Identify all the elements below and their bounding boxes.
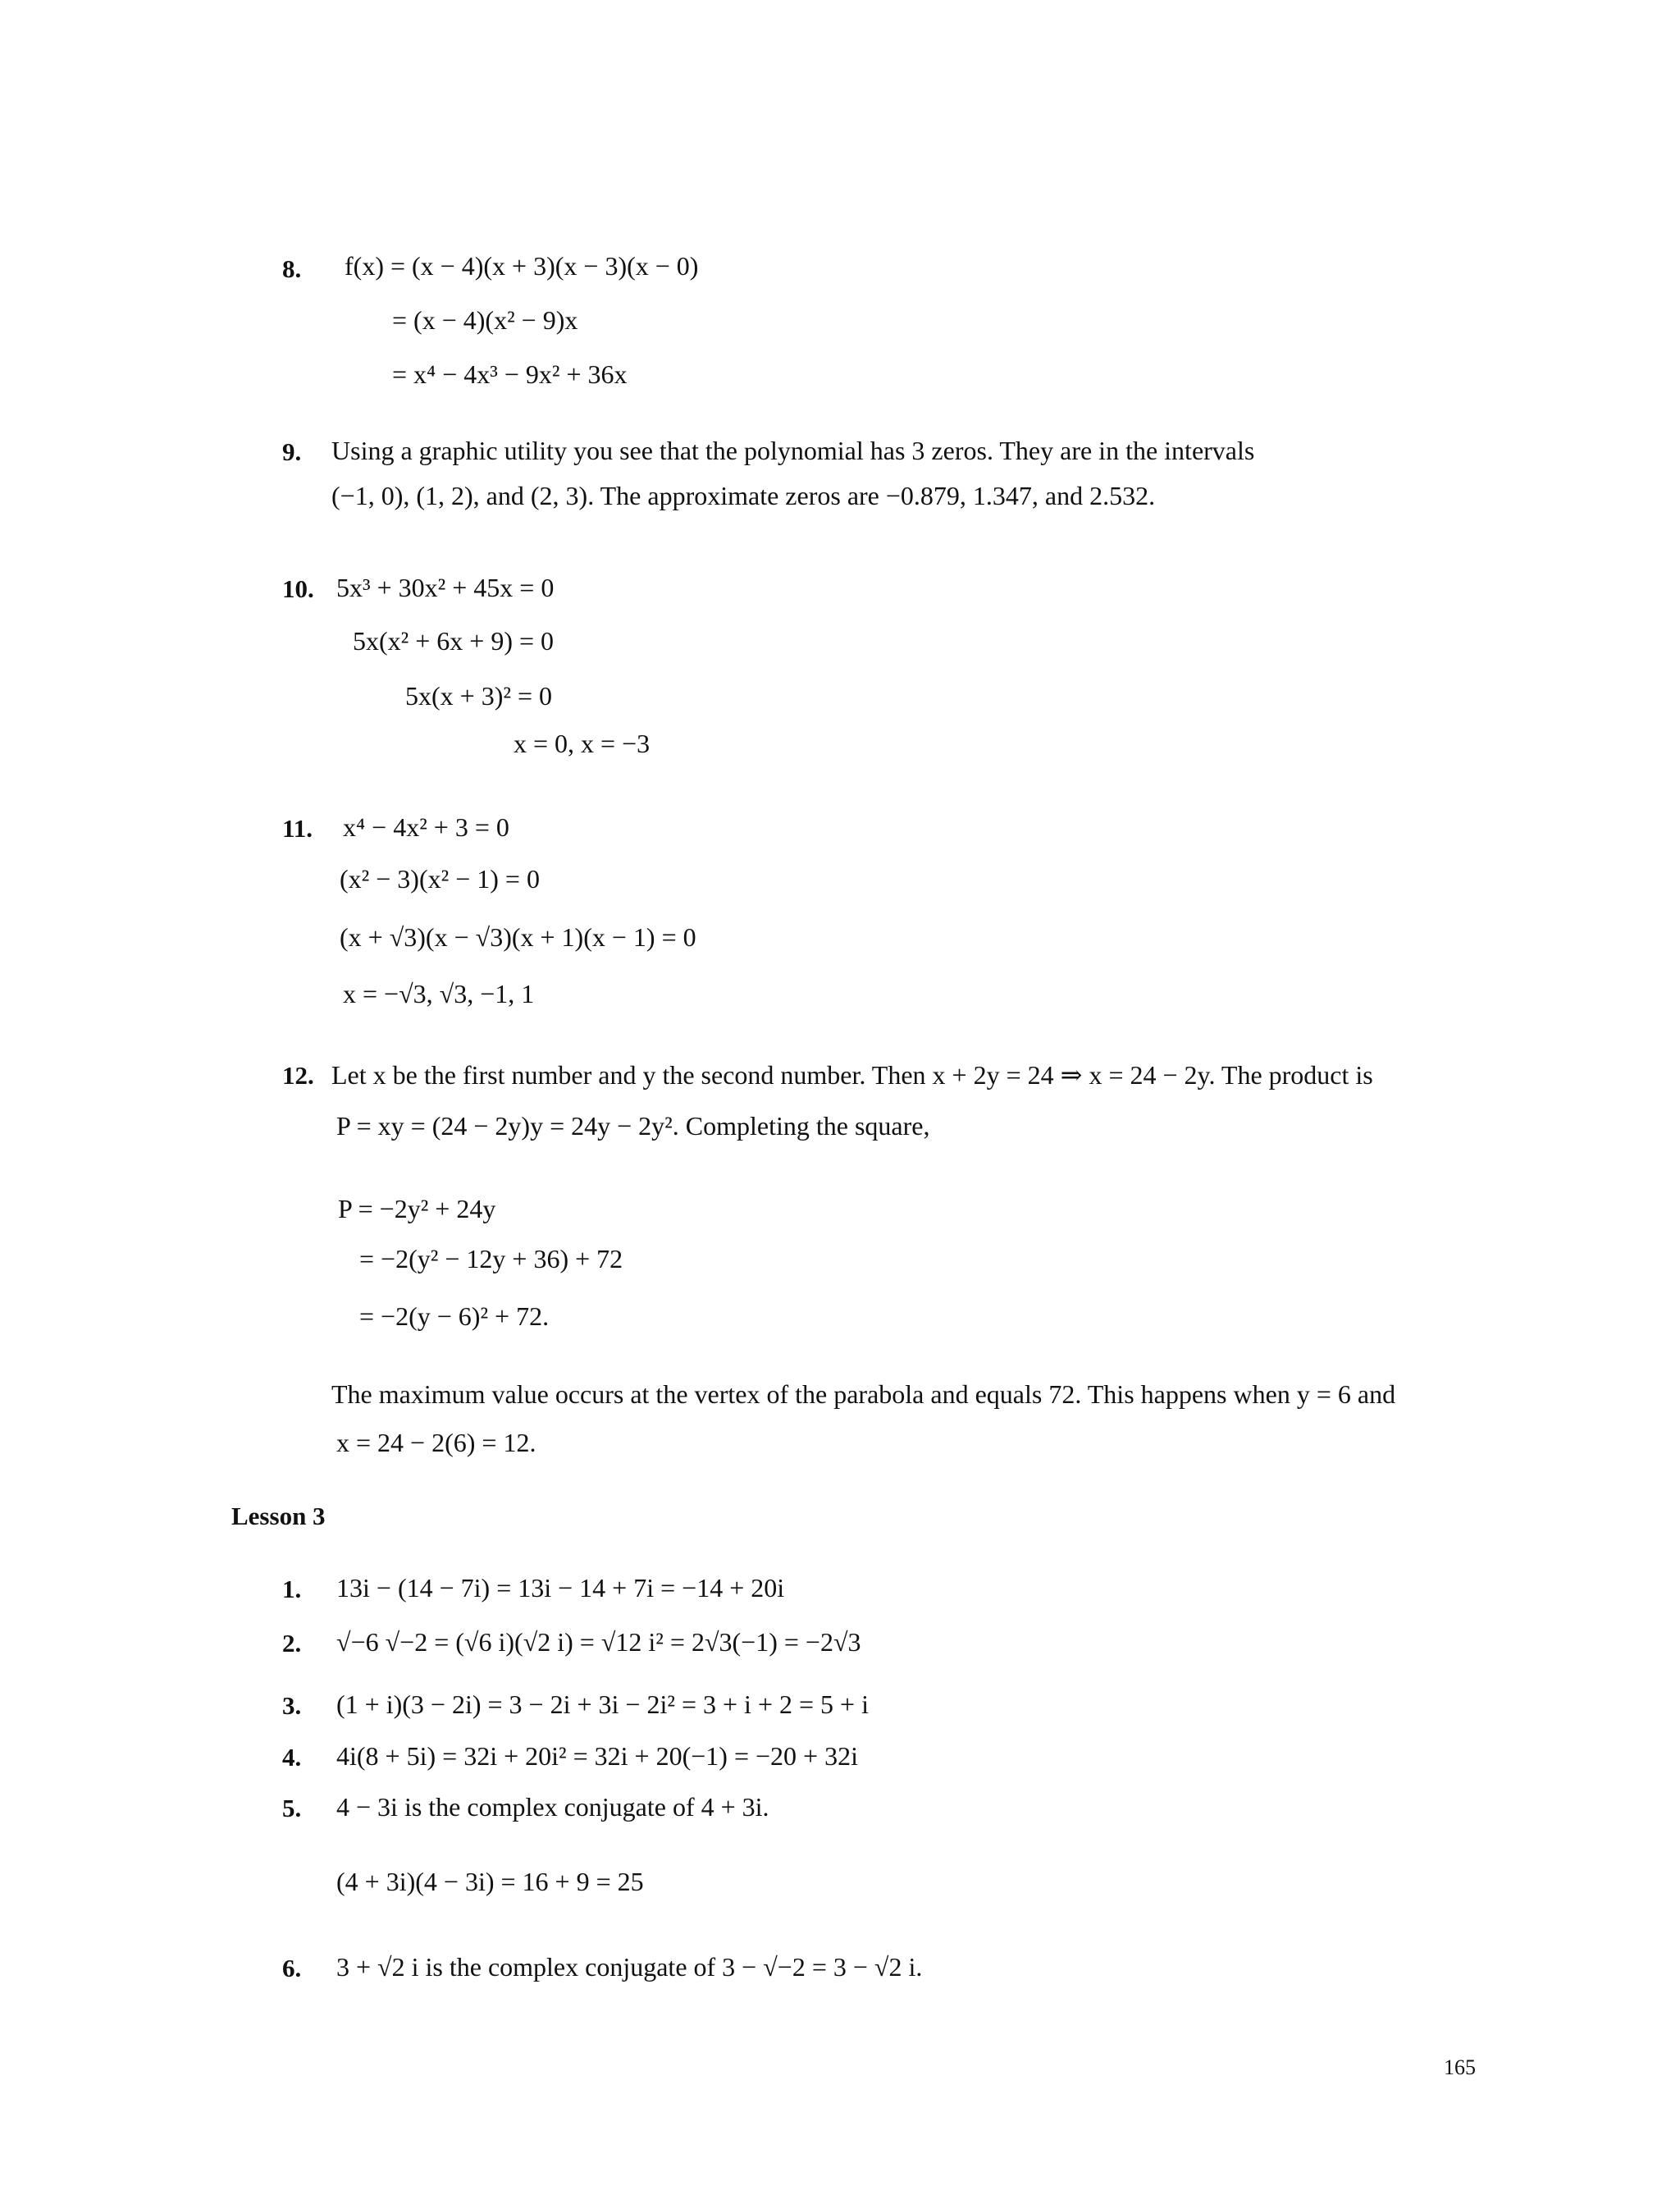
problem-10-line-1: 5x³ + 30x² + 45x = 0: [336, 573, 555, 602]
problem-12-line-2: P = xy = (24 − 2y)y = 24y − 2y². Completing the square,: [336, 1111, 930, 1141]
lesson3-item-1-number: 1.: [282, 1575, 302, 1603]
problem-9-number: 9.: [282, 437, 302, 466]
problem-12-line-6: The maximum value occurs at the vertex of the parabola and equals 72. This happens when y = 6 and: [331, 1379, 1396, 1409]
lesson3-item-3-line: (1 + i)(3 − 2i) = 3 − 2i + 3i − 2i² = 3 + i + 2 = 5 + i: [336, 1689, 869, 1719]
problem-9-line-1: Using a graphic utility you see that the polynomial has 3 zeros. They are in the intervals: [331, 436, 1255, 465]
problem-11-number: 11.: [282, 814, 313, 843]
lesson3-item-4-number: 4.: [282, 1743, 302, 1772]
page-number: 165: [1444, 2055, 1476, 2079]
problem-10-line-2: 5x(x² + 6x + 9) = 0: [353, 626, 555, 656]
lesson3-item-6-line: 3 + √2 i is the complex conjugate of 3 − √−2 = 3 − √2 i.: [336, 1952, 923, 1982]
problem-12-line-1: Let x be the first number and y the second number. Then x + 2y = 24 ⇒ x = 24 − 2y. The product is: [331, 1060, 1373, 1090]
lesson3-item-3-number: 3.: [282, 1691, 302, 1720]
problem-10-line-4: x = 0, x = −3: [514, 729, 651, 758]
lesson3-item-5-line-2: (4 + 3i)(4 − 3i) = 16 + 9 = 25: [336, 1867, 644, 1896]
problem-12-line-5: = −2(y − 6)² + 72.: [359, 1301, 550, 1331]
problem-11-line-2: (x² − 3)(x² − 1) = 0: [340, 864, 540, 894]
problem-8-number: 8.: [282, 254, 302, 283]
lesson3-item-1-line: 13i − (14 − 7i) = 13i − 14 + 7i = −14 + 20i: [336, 1573, 785, 1602]
problem-10-line-3: 5x(x + 3)² = 0: [405, 681, 552, 711]
problem-12-line-3: P = −2y² + 24y: [338, 1194, 496, 1223]
problem-9-line-2: (−1, 0), (1, 2), and (2, 3). The approximate zeros are −0.879, 1.347, and 2.532.: [331, 481, 1156, 510]
lesson3-item-2-line: √−6 √−2 = (√6 i)(√2 i) = √12 i² = 2√3(−1) = −2√3: [336, 1627, 861, 1657]
problem-11-line-1: x⁴ − 4x² + 3 = 0: [343, 812, 509, 842]
lesson3-item-5-number: 5.: [282, 1794, 302, 1822]
problem-12-number: 12.: [282, 1061, 314, 1090]
problem-10-number: 10.: [282, 574, 314, 603]
lesson3-item-2-number: 2.: [282, 1629, 302, 1657]
problem-12-line-4: = −2(y² − 12y + 36) + 72: [359, 1244, 623, 1273]
problem-8-line-1: f(x) = (x − 4)(x + 3)(x − 3)(x − 0): [345, 251, 699, 281]
lesson-3-heading: Lesson 3: [231, 1502, 326, 1530]
problem-11-line-4: x = −√3, √3, −1, 1: [343, 979, 535, 1008]
problem-8-line-3: = x⁴ − 4x³ − 9x² + 36x: [392, 359, 628, 389]
problem-12-line-7: x = 24 − 2(6) = 12.: [336, 1428, 536, 1457]
lesson3-item-5-line-1: 4 − 3i is the complex conjugate of 4 + 3i.: [336, 1792, 769, 1822]
problem-11-line-3: (x + √3)(x − √3)(x + 1)(x − 1) = 0: [340, 922, 696, 952]
problem-8-line-2: = (x − 4)(x² − 9)x: [392, 305, 578, 335]
lesson3-item-6-number: 6.: [282, 1954, 302, 1982]
lesson3-item-4-line: 4i(8 + 5i) = 32i + 20i² = 32i + 20(−1) = −20 + 32i: [336, 1741, 858, 1771]
